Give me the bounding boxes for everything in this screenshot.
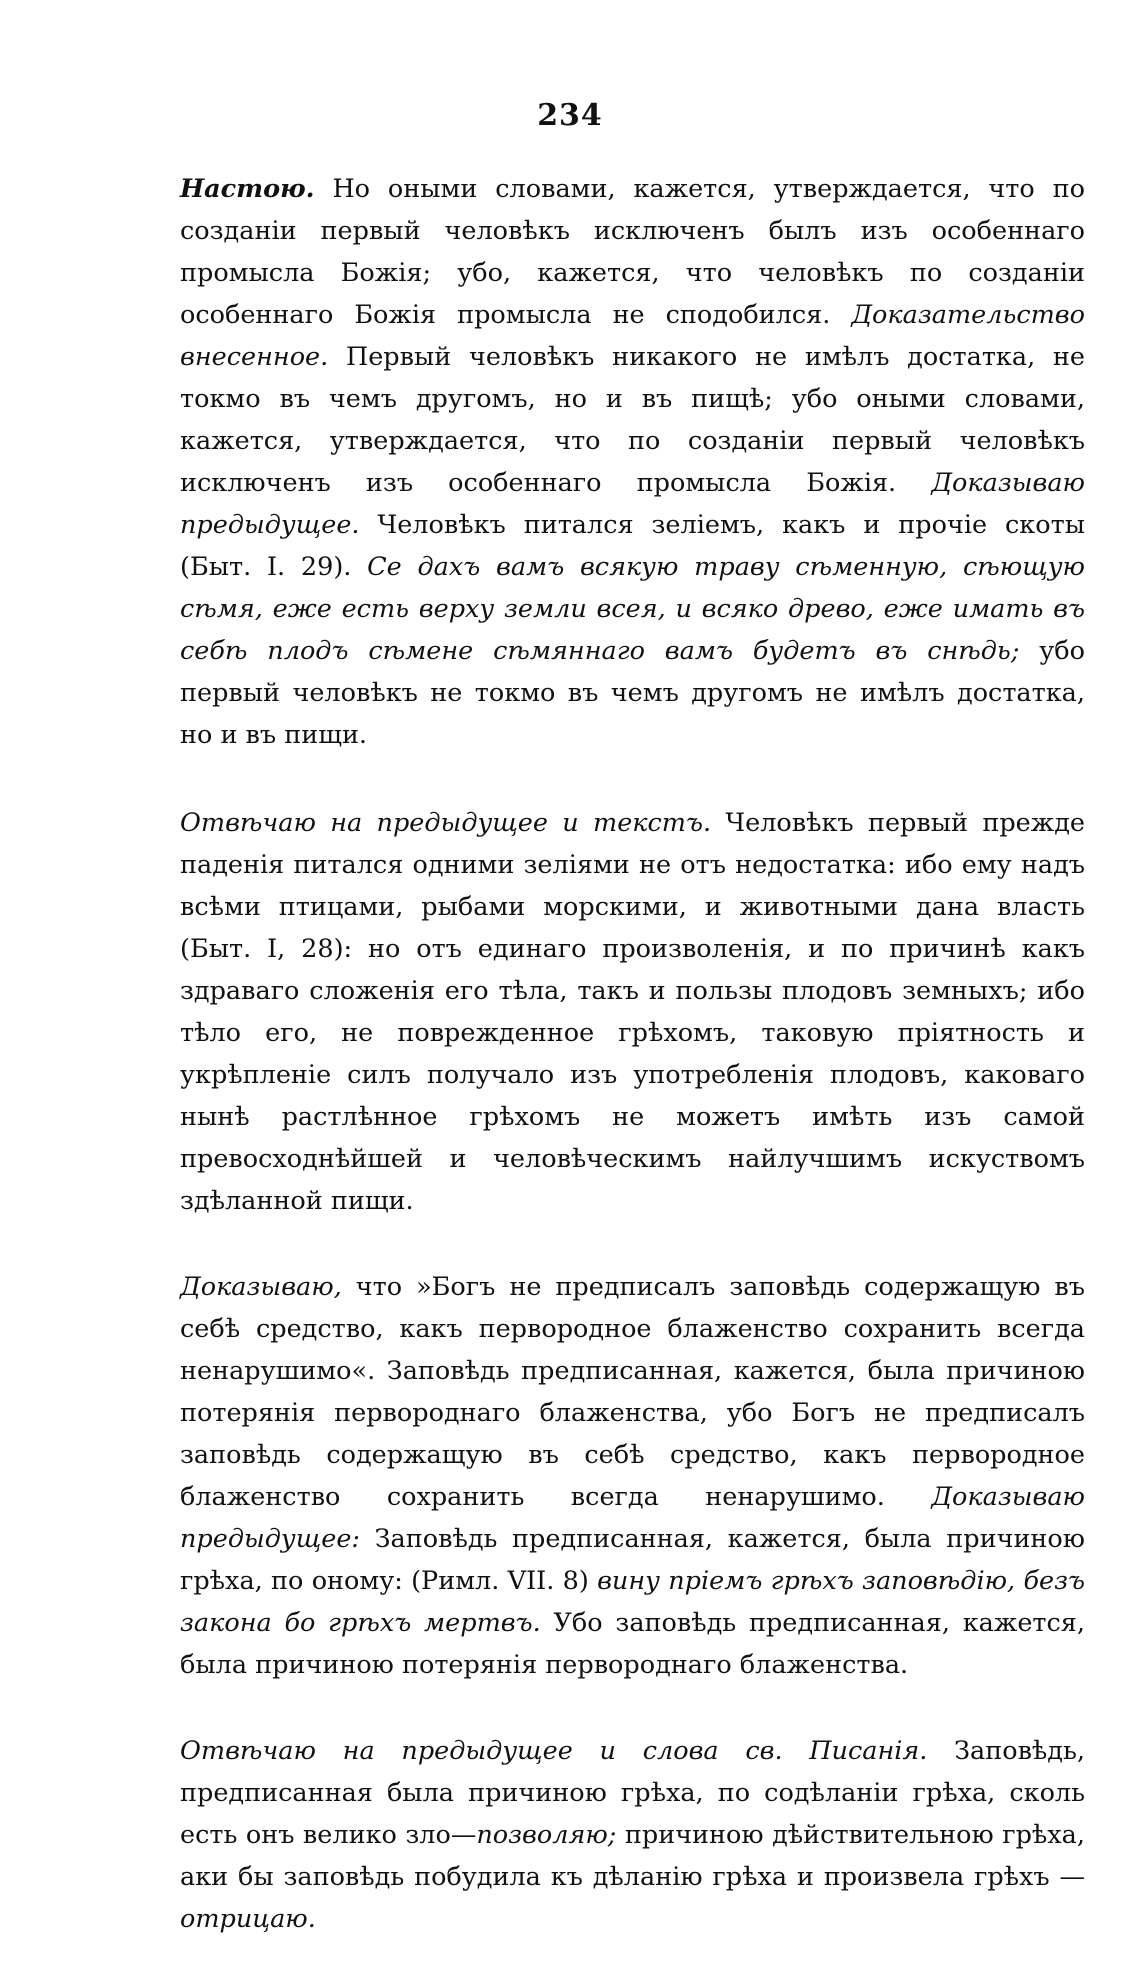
emphasis-text: отрицаю. [180, 1904, 316, 1934]
body-text: Человѣкъ первый прежде паденія питался одними зеліями не отъ недостатка: ибо ему надъ всѣми птицами, рыбами морскими, и животными дана власть (Быт. I, 28): но отъ единаго произволенія, и по причинѣ какъ здраваго сложенія его тѣла, такъ и пользы плодовъ земныхъ; ибо тѣло его, не поврежденное грѣхомъ, таковую пріятность и укрѣпленіе силъ получало изъ употребленія плодовъ, каковаго нынѣ растлѣнное грѣхомъ не можетъ имѣть изъ самой превосходнѣйшей и человѣческимъ найлучшимъ искуствомъ здѣланной пищи. [180, 808, 1085, 1216]
emphasis-text: Настою. [180, 174, 315, 204]
body-text: Заповѣдь, предписанная была причиною грѣха, по содѣланіи грѣха, сколь есть онъ велико зло— [180, 1736, 1085, 1850]
page-number: 234 [537, 98, 603, 133]
body-text: Убо заповѣдь предписанная, кажется, была причиною потерянія первороднаго блаженства. [180, 1608, 1085, 1680]
emphasis-text: позволяю; [476, 1820, 617, 1850]
emphasis-text: Отвѣчаю на предыдущее и слова св. Писанія. [180, 1736, 928, 1766]
emphasis-text: Доказываю предыдущее: [180, 1482, 1085, 1554]
paragraph [180, 168, 1085, 756]
body-text: Заповѣдь предписанная, кажется, была причиною грѣха, по оному: (Римл. VII. 8) [180, 1524, 1085, 1596]
text-body [180, 168, 1085, 1984]
emphasis-text: Доказательство внесенное. [180, 300, 1085, 372]
paragraph [180, 1730, 1085, 1940]
emphasis-text: вину пріемъ грѣхъ заповѣдію, безъ закона бо грѣхъ мертвъ. [180, 1566, 1086, 1638]
paragraph [180, 802, 1085, 1222]
paragraph [180, 1266, 1085, 1686]
body-text: Первый человѣкъ никакого не имѣлъ достатка, не токмо въ чемъ другомъ, но и въ пищѣ; убо оными словами, кажется, утверждается, что по созданіи первый человѣкъ исключенъ изъ особеннаго промысла Божія. [180, 342, 1085, 498]
emphasis-text: Се дахъ вамъ всякую траву сѣменную, сѣющую сѣмя, еже есть верху земли всея, и всяко древо, еже имать въ себѣ плодъ сѣмене сѣмяннаго вамъ будетъ въ снѣдь; [180, 552, 1085, 666]
body-text: убо первый человѣкъ не токмо въ чемъ другомъ не имѣлъ достатка, но и въ пищи. [180, 636, 1085, 750]
emphasis-text: Доказываю, [180, 1272, 342, 1302]
body-text: Но оными словами, кажется, утверждается, что по созданіи первый человѣкъ исключенъ былъ изъ особеннаго промысла Божія; убо, кажется, что человѣкъ по созданіи особеннаго Божія промысла не сподобился. [180, 174, 1085, 330]
emphasis-text: Отвѣчаю на предыдущее и текстъ. [180, 808, 712, 838]
body-text: причиною дѣйствительною грѣха, аки бы заповѣдь побудила къ дѣланію грѣха и произвела грѣхъ — [180, 1820, 1085, 1892]
emphasis-text: Доказываю предыдущее. [180, 468, 1085, 540]
body-text: Человѣкъ питался зеліемъ, какъ и прочіе скоты (Быт. I. 29). [180, 510, 1085, 582]
body-text: что »Богъ не предписалъ заповѣдь содержащую въ себѣ средство, какъ первородное блаженство сохранить всегда ненарушимо«. Заповѣдь предписанная, кажется, была причиною потерянія первороднаго блаженства, убо Богъ не предписалъ заповѣдь содержащую въ себѣ средство, какъ первородное блаженство сохранить всегда ненарушимо. [180, 1272, 1085, 1512]
